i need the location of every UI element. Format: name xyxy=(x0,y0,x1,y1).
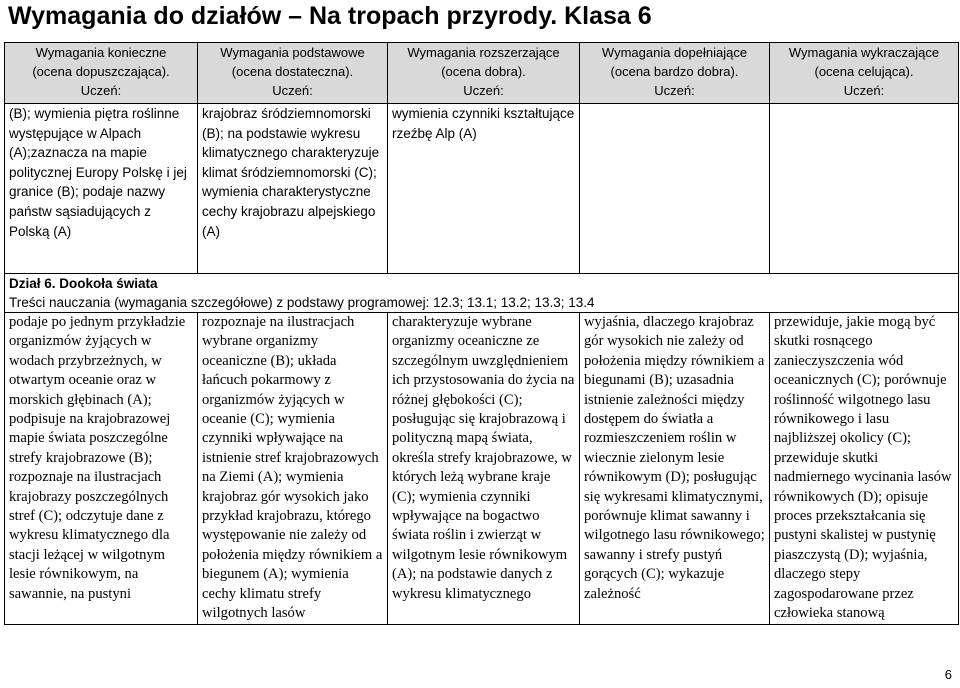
requirements-table xyxy=(4,42,959,625)
header-konieczne xyxy=(5,43,198,104)
header-grade: (ocena dopuszczająca). xyxy=(32,64,170,79)
page-number: 6 xyxy=(944,667,952,682)
header-level: Wymagania rozszerzające xyxy=(407,45,560,60)
header-student: Uczeń: xyxy=(272,83,313,98)
header-level: Wymagania dopełniające xyxy=(601,45,748,60)
header-grade: (ocena celująca). xyxy=(814,64,914,79)
section-cell xyxy=(5,274,959,313)
cell-podstawowe: rozpoznaje na ilustracjach wybrane organizmy oceaniczne (B); układa łańcuch pokarmowy z organizmów żyjących w oceanie (C); wymienia czynniki wpływające na istnienie stref krajobrazowych na Ziemi (A); wymienia krajobraz gór wysokich jako przykład krajobrazu, którego występowanie nie zależy od położenia między równikiem a biegunem (A); wymienia cechy klimatu strefy wilgotnych lasów xyxy=(198,313,388,625)
header-level: Wymagania konieczne xyxy=(35,45,167,60)
section-content: Treści nauczania (wymagania szczegółowe) z podstawy programowej: 12.3; 13.1; 13.2; 13.3; 13.4 xyxy=(9,295,595,310)
requirements-row-7 xyxy=(5,313,959,625)
header-level: Wymagania podstawowe xyxy=(220,45,365,60)
cell-wykraczajace xyxy=(770,104,959,274)
header-rozszerzajace xyxy=(388,43,580,104)
header-student: Uczeń: xyxy=(80,83,122,98)
header-student: Uczeń: xyxy=(654,83,695,98)
cell-dopelniajace: wyjaśnia, dlaczego krajobraz gór wysokich nie zależy od położenia między równikiem a biegunami (B); uzasadnia istnienie zależności między dostępem do światła a rozmieszczeniem roślin w wiecznie zielonym lesie równikowym (D); posługując się wykresami klimatycznymi, porównuje klimat sawanny i wilgotnego lasu równikowego; sawanny i strefy pustyń gorących (C); wykazuje zależność xyxy=(580,313,770,625)
cell-wykraczajace: przewiduje, jakie mogą być skutki rosnącego zanieczyszczenia wód oceanicznych (C); porównuje roślinność wilgotnego lasu równikowego i lasu najbliższej okolicy (C); przewiduje skutki nadmiernego wycinania lasów równikowych (D); opisuje proces przekształcania się pustyni skalistej w pustynię piaszczystą (D); wyjaśnia, dlaczego stepy zagospodarowane przez człowieka stanową xyxy=(770,313,959,625)
header-grade: (ocena dobra). xyxy=(441,64,526,79)
cell-rozszerzajace: charakteryzuje wybrane organizmy oceaniczne ze szczególnym uwzględnieniem ich przystosowania do życia na różnej głębokości (C); posługując się krajobrazową i polityczną mapą świata, określa strefy krajobrazowe, w których leżą wybrane kraje (C); wymienia czynniki wpływające na bogactwo świata roślin i zwierząt w wilgotnym lesie równikowym (A); na podstawie danych z wykresu klimatycznego xyxy=(388,313,580,625)
header-grade: (ocena dostateczna). xyxy=(231,64,354,79)
header-student: Uczeń: xyxy=(843,83,885,98)
requirements-row-6 xyxy=(5,104,959,274)
header-wykraczajace xyxy=(770,43,959,104)
cell-rozszerzajace: wymienia czynniki kształtujące rzeźbę Alp (A) xyxy=(388,104,580,274)
cell-dopelniajace xyxy=(580,104,770,274)
document-title: Wymagania do działów – Na tropach przyrody. Klasa 6 xyxy=(8,2,652,30)
header-level: Wymagania wykraczające xyxy=(788,45,940,60)
header-podstawowe xyxy=(198,43,388,104)
cell-podstawowe: krajobraz śródziemnomorski (B); na podstawie wykresu klimatycznego charakteryzuje klimat śródziemnomorski (C); wymienia charakterystyczne cechy krajobrazu alpejskiego (A) xyxy=(198,104,388,274)
header-student: Uczeń: xyxy=(463,83,504,98)
header-grade: (ocena bardzo dobra). xyxy=(610,64,739,79)
header-dopelniajace xyxy=(580,43,770,104)
cell-konieczne: podaje po jednym przykładzie organizmów żyjących w wodach przybrzeżnych, w otwartym oceanie oraz w morskich głębinach (A); podpisuje na krajobrazowej mapie świata poszczególne strefy krajobrazowe (B); rozpoznaje na ilustracjach krajobrazy poszczególnych stref (C); odczytuje dane z wykresu klimatycznego dla stacji leżącej w wilgotnym lesie równikowym, na sawannie, na pustyni xyxy=(5,313,198,625)
section-row xyxy=(5,274,959,313)
cell-konieczne: (B); wymienia piętra roślinne występujące w Alpach (A);zaznacza na mapie politycznej Europy Polskę i jej granice (B); podaje nazwy państw sąsiadujących z Polską (A) xyxy=(5,104,198,274)
section-title: Dział 6. Dookoła świata xyxy=(9,276,158,291)
header-row xyxy=(5,43,959,104)
